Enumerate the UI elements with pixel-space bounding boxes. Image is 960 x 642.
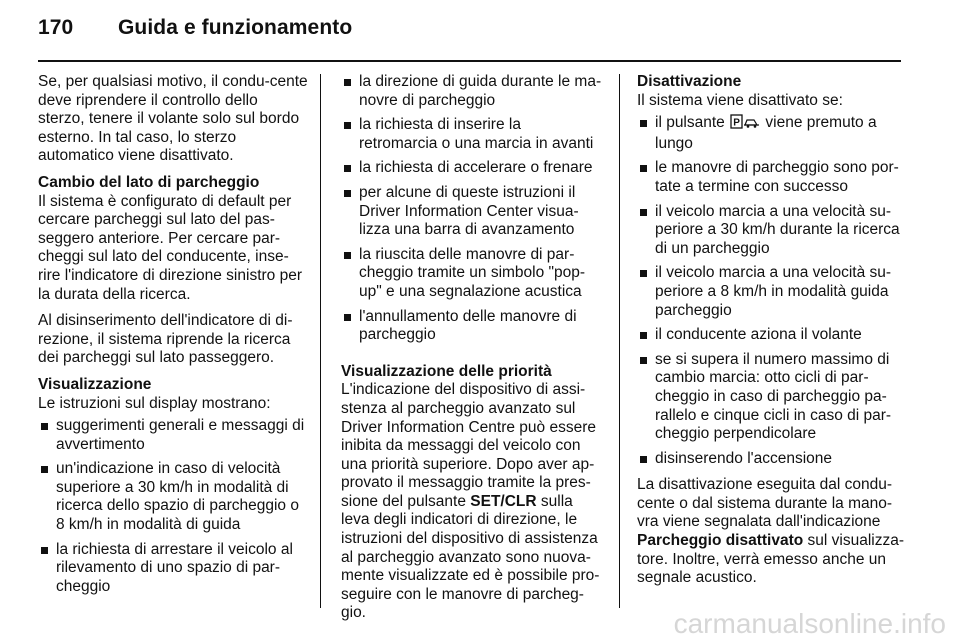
side-change-paragraph-2: Al disinserimento dell'indicatore di di-rezione, il sistema riprende la ricerca dei parcheggi sul lato passeggero.	[38, 312, 293, 367]
list-item: il veicolo marcia a una velocità su-periore a 8 km/h in modalità guida parcheggio	[637, 264, 905, 320]
deactivation-list	[637, 114, 905, 468]
list-item: un'indicazione in caso di velocità superiore a 30 km/h in modalità di ricerca dello spazio di parcheggio o 8 km/h in modalità di guida	[38, 460, 308, 534]
display-list	[38, 417, 308, 596]
page-number: 170	[38, 16, 74, 39]
parking-disabled-label: Parcheggio disattivato	[637, 532, 804, 550]
watermark: carmanualsonline.info	[673, 608, 946, 639]
list-item: l'annullamento delle manovre di parcheggio	[341, 308, 603, 345]
park-assist-icon	[730, 114, 760, 135]
deactivation-heading: Disattivazione	[637, 73, 742, 90]
display-heading: Visualizzazione	[38, 375, 152, 393]
side-change-paragraph: Il sistema è configurato di default per cercare parcheggi sul lato del pas-seggero anteriore. Per cercare par-cheggi sul lato del conducente, inse-rire l'indicatore di direzione sinistro per la durata della ricerca.	[38, 192, 302, 303]
list-item: la direzione di guida durante le ma-novre di parcheggio	[341, 73, 603, 110]
list-item: la richiesta di arrestare il veicolo al rilevamento di uno spazio di par-cheggio	[38, 541, 308, 597]
column-1	[38, 73, 308, 604]
list-item: la richiesta di inserire la retromarcia o una marcia in avanti	[341, 116, 603, 153]
list-item: il veicolo marcia a una velocità su-periore a 30 km/h durante la ricerca di un parcheggio	[637, 203, 905, 259]
priority-heading: Visualizzazione delle priorità	[341, 362, 552, 380]
list-item: la riuscita delle manovre di par-cheggio tramite un simbolo "pop-up" e una segnalazione acustica	[341, 246, 603, 302]
list-item: il pulsante P viene premuto a lungo	[637, 114, 905, 153]
display-list-continued	[341, 73, 603, 345]
list-item: disinserendo l'accensione	[637, 450, 905, 469]
svg-text:P: P	[733, 117, 740, 129]
header-rule	[38, 60, 901, 62]
chapter-title: Guida e funzionamento	[118, 16, 353, 39]
intro-paragraph: Se, per qualsiasi motivo, il condu-cente deve riprendere il controllo dello sterzo, tenere il volante solo sul bordo esterno. In tal caso, lo sterzo automatico viene disattivato.	[38, 73, 308, 165]
list-item: la richiesta di accelerare o frenare	[341, 159, 603, 178]
set-clr-button-label: SET/CLR	[470, 492, 537, 510]
column-divider	[619, 74, 620, 608]
list-item: suggerimenti generali e messaggi di avvertimento	[38, 417, 308, 454]
page-header	[38, 16, 352, 40]
priority-text-end: sulla leva degli indicatori di direzione, le istruzioni del dispositivo di assistenza al parcheggio avanzato sono nuova-mente visualizzate ed è possibile pro-seguire con le manovre di parcheg-gio.	[341, 492, 600, 622]
column-divider	[320, 74, 321, 608]
display-intro: Le istruzioni sul display mostrano:	[38, 394, 271, 412]
priority-text: L'indicazione del dispositivo di assi-stenza al parcheggio avanzato sul Driver Information Centre può essere inibita da messaggi del veicolo con una priorità superiore. Dopo aver ap-provato il messaggio tramite la pres-sione del pulsante	[341, 381, 597, 510]
list-item: se si supera il numero massimo di cambio marcia: otto cicli di par-cheggio in caso di parcheggio pa-rallelo e cinque cicli in caso di par-cheggio perpendicolare	[637, 351, 905, 444]
column-3	[637, 73, 905, 596]
closing-paragraph: La disattivazione eseguita dal condu-cente o dal sistema durante la mano-vra viene segnalata dall'indicazione Parcheggio disattivato sul visualizza-tore. Inoltre, verrà emesso anche un segnale acustico.	[637, 476, 905, 587]
list-item: le manovre di parcheggio sono por-tate a termine con successo	[637, 159, 905, 196]
list-item: per alcune di queste istruzioni il Driver Information Center visua-lizza una barra di avanzamento	[341, 184, 603, 240]
column-2	[341, 73, 603, 631]
side-change-heading: Cambio del lato di parcheggio	[38, 173, 260, 191]
priority-paragraph	[341, 381, 603, 623]
list-item: il conducente aziona il volante	[637, 326, 905, 345]
deactivation-intro: Il sistema viene disattivato se:	[637, 91, 843, 109]
